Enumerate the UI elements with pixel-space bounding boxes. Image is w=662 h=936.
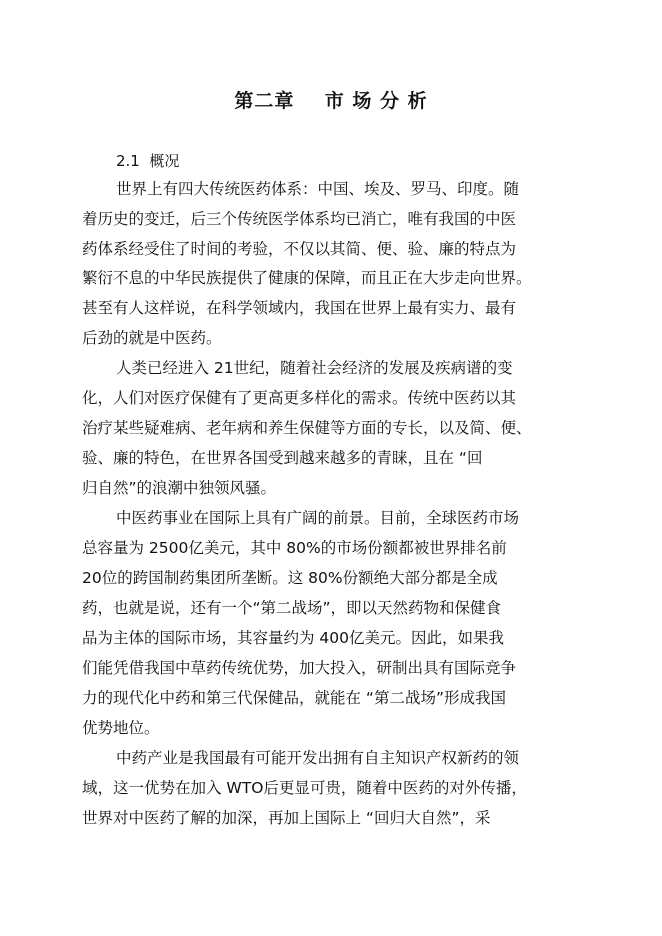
paragraph-line: 后劲的就是中医药。	[82, 329, 222, 347]
paragraph-line: 甚至有人这样说，在科学领域内，我国在世界上最有实力、最有	[82, 299, 517, 317]
paragraph-line: 优势地位。	[82, 719, 160, 737]
paragraph-line: 世界对中医药了解的加深，再加上国际上 “回归大自然”，采	[82, 809, 491, 827]
paragraph-line: 中药产业是我国最有可能开发出拥有自主知识产权新药的领	[116, 749, 520, 767]
paragraph-line: 着历史的变迁，后三个传统医学体系均已消亡，唯有我国的中医	[82, 210, 517, 228]
paragraph-line: 验、廉的特色，在世界各国受到越来越多的青睐，且在 “回	[82, 449, 483, 467]
paragraph-line: 们能凭借我国中草药传统优势，加大投入，研制出具有国际竞争	[82, 659, 517, 677]
paragraph-line: 域，这一优势在加入 WTO后更显可贵，随着中医药的对外传播，	[82, 779, 527, 797]
paragraph-line: 药体系经受住了时间的考验，不仅以其简、便、验、廉的特点为	[82, 240, 517, 258]
paragraph-line: 治疗某些疑难病、老年病和养生保健等方面的专长，以及简、便、	[82, 419, 532, 437]
section-heading: 2.1 概况	[116, 152, 180, 170]
paragraph-line: 药，也就是说，还有一个“第二战场”，即以天然药物和保健食	[82, 599, 502, 617]
paragraph-line: 品为主体的国际市场，其容量约为 400亿美元。因此，如果我	[82, 629, 505, 647]
paragraph-line: 化，人们对医疗保健有了更高更多样化的需求。传统中医药以其	[82, 389, 517, 407]
paragraph-line: 人类已经进入 21世纪，随着社会经济的发展及疾病谱的变	[116, 359, 513, 377]
paragraph-line: 归自然”的浪潮中独领风骚。	[82, 479, 277, 497]
paragraph-line: 力的现代化中药和第三代保健品，就能在 “第二战场”形成我国	[82, 689, 506, 707]
paragraph-line: 总容量为 2500亿美元，其中 80%的市场份额都被世界排名前	[82, 539, 507, 557]
chapter-title: 第二章 市 场 分 析	[234, 90, 428, 112]
paragraph-line: 繁衍不息的中华民族提供了健康的保障，而且正在大步走向世界。	[82, 269, 532, 287]
paragraph-line: 世界上有四大传统医药体系：中国、埃及、罗马、印度。随	[116, 180, 520, 198]
paragraph-line: 20位的跨国制药集团所垄断。这 80%份额绝大部分都是全成	[82, 569, 498, 587]
paragraph-line: 中医药事业在国际上具有广阔的前景。目前，全球医药市场	[116, 509, 520, 527]
